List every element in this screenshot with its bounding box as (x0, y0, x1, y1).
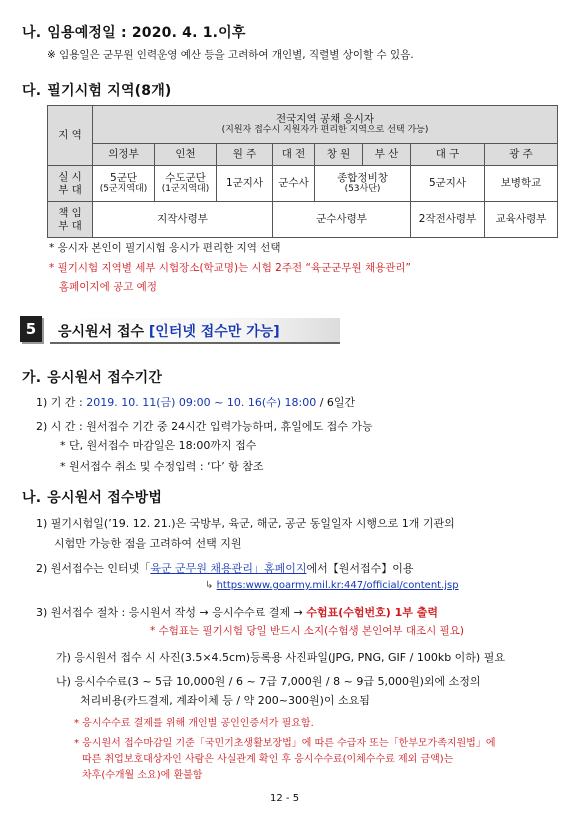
section-title: 응시원서 접수방법 (47, 490, 163, 506)
unit-sub: (1군지역대) (161, 184, 210, 195)
row-label-line1: 실 시 (58, 171, 82, 184)
command-cell: 2작전사령부 (411, 202, 485, 238)
table-note-1: * 응시자 본인이 필기시험 응시가 편리한 지역 선택 (49, 242, 281, 254)
section-label: 가. (22, 370, 42, 386)
sub-item-ga (56, 649, 505, 665)
region-label-cell: 지 역 (48, 106, 93, 166)
unit-cell (315, 166, 411, 202)
table-note-2: * 필기시험 지역별 세부 시험장소(학교명)는 시험 2주전 “육군군무원 채용관리” (49, 262, 411, 274)
method-item-1-line2: 시험만 가능한 점을 고려하여 선택 지원 (54, 537, 242, 550)
method-item-1-line1: 필기시험일(’19. 12. 21.)은 국방부, 육군, 해군, 공군 동일일자 시행으로 1개 기관의 (50, 517, 455, 530)
admission-ticket-note: * 수험표는 필기시험 당일 반드시 소지(수험생 본인여부 대조시 필요) (150, 625, 465, 637)
period-item (36, 394, 355, 410)
exam-region-table (47, 105, 558, 238)
cancel-note: * 원서접수 취소 및 수정입력 : ‘다’ 항 참조 (60, 460, 264, 473)
time-item (36, 418, 373, 434)
city-cell: 광 주 (485, 144, 558, 166)
method-item-3 (36, 604, 438, 620)
section-appointment-date-heading (22, 22, 246, 42)
unit-cell: 군수사 (273, 166, 315, 202)
item-number: 1) (36, 517, 48, 530)
period-dates: 2019. 10. 11(금) 09:00 ~ 10. 16(수) 18:00 (86, 396, 317, 409)
refund-note-line2: 따른 취업보호대상자인 사람은 사실관계 확인 후 응시수수료(이체수수료 제외 금액)는 (82, 754, 454, 765)
row-label-line1: 책 임 (58, 207, 82, 220)
unit-name: 종합정비창 (337, 172, 388, 185)
fee-text-line2: 처리비용(카드결제, 계좌이체 등 / 약 200~300원)이 소요됨 (80, 694, 370, 707)
period-label: 기 간 : (50, 396, 87, 409)
unit-cell: 5군지사 (411, 166, 485, 202)
unit-cell (93, 166, 155, 202)
section-application-period-heading (22, 367, 162, 387)
section-label: 나. (22, 25, 42, 41)
item-number: 2) (36, 420, 48, 433)
city-cell: 대 전 (273, 144, 315, 166)
city-cell: 대 구 (411, 144, 485, 166)
time-text: 시 간 : 원서접수 기간 중 24시간 입력가능하며, 휴일에도 접수 가능 (50, 420, 373, 433)
section-5-title-main: 응시원서 접수 (58, 324, 149, 340)
row-label-line2: 부 대 (58, 219, 82, 232)
city-cell: 인천 (155, 144, 217, 166)
recruit-homepage-link[interactable]: 육군 군무원 채용관리」홈페이지 (150, 562, 307, 575)
method-item-2-pre: 원서접수는 인터넷「 (50, 562, 151, 575)
section-label: 다. (22, 83, 42, 99)
page-number: 12 - 5 (270, 793, 300, 804)
section-number-badge: 5 (20, 316, 42, 342)
method-item-2-post: 에서【원서접수】이용 (306, 562, 414, 575)
row-label-cell (48, 166, 93, 202)
top-header-line1: 전국지역 공채 응시자 (276, 113, 374, 126)
item-number: 1) (36, 396, 48, 409)
refund-note-line3: 차후(수개월 소요)에 환불함 (82, 770, 203, 781)
certificate-note: * 응시수수료 결제를 위해 개인별 공인인증서가 필요함. (74, 718, 314, 729)
city-cell: 창 원 (315, 144, 363, 166)
command-cell: 군수사령부 (273, 202, 411, 238)
unit-cell: 보병학교 (485, 166, 558, 202)
section-label: 나. (22, 490, 42, 506)
unit-cell: 1군지사 (217, 166, 273, 202)
table-note-3: 홈페이지에 공고 예정 (59, 281, 157, 293)
refund-note-line1: * 응시원서 접수마감일 기준「국민기초생활보장법」에 따른 수급자 또는「한부모가족지원법」에 (74, 738, 496, 749)
appointment-note: ※ 임용일은 군무원 인력운영 예산 등을 고려하여 개인별, 직렬별 상이할 수 있음. (47, 49, 414, 61)
method-item-2 (36, 560, 413, 576)
method-item-3-pre: 원서접수 절차 : 응시원서 작성 → 응시수수료 결제 → (50, 606, 307, 619)
section-title: 응시원서 접수기간 (47, 370, 163, 386)
city-cell: 의정부 (93, 144, 155, 166)
item-number: 3) (36, 606, 48, 619)
item-number: 2) (36, 562, 48, 575)
section-5-title-highlight: [인터넷 접수만 가능] (148, 324, 280, 340)
period-duration: / 6일간 (316, 396, 356, 409)
deadline-note: * 단, 원서접수 마감일은 18:00까지 접수 (60, 439, 257, 452)
url-arrow-icon: ↳ (205, 580, 214, 591)
unit-sub: (5군지역대) (99, 184, 148, 195)
city-cell: 원 주 (217, 144, 273, 166)
admission-ticket-print: 수험표(수험번호) 1부 출력 (306, 606, 438, 619)
application-url-link[interactable]: https:www.goarmy.mil.kr:447/official/content.jsp (216, 580, 459, 591)
sub-item-number: 가) (56, 651, 71, 664)
section-exam-region-heading (22, 80, 172, 100)
photo-requirement-text: 응시원서 접수 시 사진(3.5×4.5cm)등록용 사진파일(JPG, PNG, GIF / 100kb 이하) 필요 (74, 651, 505, 664)
sub-item-na (56, 673, 481, 689)
url-line (205, 580, 459, 591)
top-header-cell (93, 106, 558, 144)
row-label-cell (48, 202, 93, 238)
unit-name: 5군단 (110, 172, 137, 185)
top-header-line2: (지원자 접수시 지원자가 편리한 지역으로 선택 가능) (221, 125, 429, 136)
section-title: 임용예정일 : 2020. 4. 1.이후 (47, 25, 246, 41)
sub-item-number: 나) (56, 675, 71, 688)
command-cell: 교육사령부 (485, 202, 558, 238)
section-application-method-heading (22, 487, 162, 507)
city-cell: 부 산 (363, 144, 411, 166)
section-title: 필기시험 지역(8개) (47, 83, 172, 99)
command-cell: 지작사령부 (93, 202, 273, 238)
method-item-1 (36, 515, 455, 531)
row-label-line2: 부 대 (58, 183, 82, 196)
section-5-title (58, 321, 280, 341)
unit-cell (155, 166, 217, 202)
unit-sub: (53사단) (344, 184, 381, 195)
fee-text-line1: 응시수수료(3 ~ 5급 10,000원 / 6 ~ 7급 7,000원 / 8 ~ 9급 5,000원)외에 소정의 (74, 675, 481, 688)
unit-name: 수도군단 (165, 172, 206, 185)
